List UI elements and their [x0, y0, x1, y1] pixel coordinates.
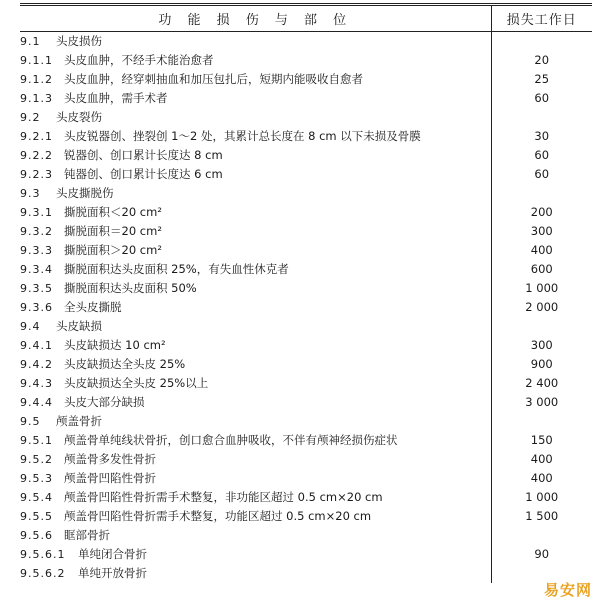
table-body	[20, 32, 592, 584]
injury-description-cell	[20, 260, 491, 279]
table-row	[20, 526, 592, 545]
item-text: 锐器创、创口累计长度达 8 cm	[64, 148, 223, 162]
lost-workdays-cell: 200	[491, 203, 592, 222]
item-text: 单纯开放骨折	[78, 566, 147, 580]
table-row	[20, 108, 592, 127]
table-row	[20, 32, 592, 52]
item-number: 9.5.6	[20, 529, 53, 542]
injury-description-cell	[20, 355, 491, 374]
item-text: 头皮损伤	[56, 34, 102, 48]
lost-workdays-cell	[491, 108, 592, 127]
item-text: 头皮血肿，需手术者	[64, 91, 168, 105]
item-number: 9.3.4	[20, 263, 53, 276]
injury-description-cell	[20, 32, 491, 52]
lost-workdays-cell: 60	[491, 146, 592, 165]
table-row	[20, 165, 592, 184]
item-number: 9.5.5	[20, 510, 53, 523]
table-row	[20, 336, 592, 355]
item-text: 颅盖骨单纯线状骨折，创口愈合血肿吸收，不伴有颅神经损伤症状	[64, 433, 398, 447]
table-row	[20, 355, 592, 374]
item-number: 9.3	[20, 187, 41, 200]
item-number: 9.3.2	[20, 225, 53, 238]
table-row	[20, 184, 592, 203]
table-row	[20, 298, 592, 317]
lost-workdays-cell: 300	[491, 222, 592, 241]
item-number: 9.5.6.2	[20, 567, 66, 580]
lost-workdays-cell: 30	[491, 127, 592, 146]
lost-workdays-cell: 25	[491, 70, 592, 89]
injury-description-cell	[20, 222, 491, 241]
item-text: 头皮缺损达 10 cm²	[64, 338, 166, 352]
lost-workdays-cell: 300	[491, 336, 592, 355]
table-row	[20, 488, 592, 507]
lost-workdays-cell	[491, 317, 592, 336]
item-number: 9.4.4	[20, 396, 53, 409]
table-row	[20, 393, 592, 412]
item-number: 9.2.1	[20, 130, 53, 143]
injury-description-cell	[20, 469, 491, 488]
injury-description-cell	[20, 450, 491, 469]
lost-workdays-cell	[491, 412, 592, 431]
header-injury-location: 功 能 损 伤 与 部 位	[20, 6, 491, 32]
injury-description-cell	[20, 488, 491, 507]
item-text: 头皮缺损达全头皮 25%以上	[64, 376, 209, 390]
injury-description-cell	[20, 241, 491, 260]
lost-workdays-cell: 3 000	[491, 393, 592, 412]
table-row	[20, 51, 592, 70]
item-text: 颅盖骨凹陷性骨折需手术整复，功能区超过 0.5 cm×20 cm	[64, 509, 372, 523]
table-row	[20, 222, 592, 241]
item-text: 颅盖骨多发性骨折	[64, 452, 156, 466]
lost-workdays-cell	[491, 184, 592, 203]
item-text: 撕脱面积达头皮面积 25%，有失血性休克者	[64, 262, 289, 276]
table-row	[20, 127, 592, 146]
injury-description-cell	[20, 431, 491, 450]
injury-description-cell	[20, 203, 491, 222]
item-number: 9.5.1	[20, 434, 53, 447]
item-number: 9.2.2	[20, 149, 53, 162]
item-number: 9.5.4	[20, 491, 53, 504]
item-number: 9.3.5	[20, 282, 53, 295]
table-row	[20, 469, 592, 488]
item-number: 9.2.3	[20, 168, 53, 181]
lost-workdays-cell: 60	[491, 89, 592, 108]
item-number: 9.1.2	[20, 73, 53, 86]
table-row	[20, 317, 592, 336]
injury-description-cell	[20, 393, 491, 412]
item-text: 撕脱面积达头皮面积 50%	[64, 281, 197, 295]
item-text: 头皮大部分缺损	[64, 395, 145, 409]
table-row	[20, 146, 592, 165]
lost-workdays-cell: 400	[491, 469, 592, 488]
injury-description-cell	[20, 545, 491, 564]
item-text: 头皮锐器创、挫裂创 1～2 处，其累计总长度在 8 cm 以下未损及骨膜	[64, 129, 421, 143]
table-row	[20, 203, 592, 222]
table-row	[20, 507, 592, 526]
table-row	[20, 564, 592, 583]
item-text: 颅盖骨折	[56, 414, 102, 428]
injury-description-cell	[20, 70, 491, 89]
lost-workdays-cell: 150	[491, 431, 592, 450]
injury-description-cell	[20, 279, 491, 298]
table-row	[20, 89, 592, 108]
item-text: 撕脱面积＝20 cm²	[64, 224, 162, 238]
item-number: 9.1.3	[20, 92, 53, 105]
item-text: 撕脱面积＜20 cm²	[64, 205, 162, 219]
injury-description-cell	[20, 108, 491, 127]
lost-workdays-cell: 60	[491, 165, 592, 184]
lost-workdays-cell: 1 500	[491, 507, 592, 526]
item-text: 钝器创、创口累计长度达 6 cm	[64, 167, 223, 181]
item-number: 9.4.3	[20, 377, 53, 390]
item-number: 9.4.2	[20, 358, 53, 371]
header-lost-workdays: 损失工作日	[491, 6, 592, 32]
lost-workdays-cell: 600	[491, 260, 592, 279]
item-number: 9.3.6	[20, 301, 53, 314]
item-text: 头皮缺损达全头皮 25%	[64, 357, 186, 371]
item-number: 9.2	[20, 111, 41, 124]
injury-description-cell	[20, 412, 491, 431]
lost-workdays-cell: 400	[491, 241, 592, 260]
item-text: 头皮裂伤	[56, 110, 102, 124]
table-row	[20, 70, 592, 89]
lost-workdays-cell	[491, 32, 592, 52]
table-row	[20, 241, 592, 260]
table-row	[20, 412, 592, 431]
item-number: 9.5	[20, 415, 41, 428]
item-number: 9.1	[20, 35, 41, 48]
item-number: 9.5.6.1	[20, 548, 66, 561]
item-number: 9.4	[20, 320, 41, 333]
injury-description-cell	[20, 146, 491, 165]
item-number: 9.3.1	[20, 206, 53, 219]
site-watermark-logo: 易安网	[543, 581, 592, 599]
injury-description-cell	[20, 89, 491, 108]
injury-description-cell	[20, 127, 491, 146]
item-text: 头皮缺损	[56, 319, 102, 333]
table-row	[20, 450, 592, 469]
item-number: 9.5.2	[20, 453, 53, 466]
lost-workdays-cell: 2 400	[491, 374, 592, 393]
table-row	[20, 260, 592, 279]
injury-description-cell	[20, 184, 491, 203]
item-text: 撕脱面积＞20 cm²	[64, 243, 162, 257]
injury-description-cell	[20, 165, 491, 184]
top-rule	[20, 3, 592, 4]
injury-description-cell	[20, 298, 491, 317]
table-header-row	[20, 6, 592, 32]
item-text: 头皮撕脱伤	[56, 186, 114, 200]
lost-workdays-cell: 1 000	[491, 279, 592, 298]
item-text: 头皮血肿，经穿刺抽血和加压包扎后，短期内能吸收自愈者	[64, 72, 363, 86]
injury-description-cell	[20, 51, 491, 70]
lost-workdays-cell: 1 000	[491, 488, 592, 507]
table-row	[20, 545, 592, 564]
injury-description-cell	[20, 564, 491, 583]
item-text: 眶部骨折	[64, 528, 110, 542]
item-text: 颅盖骨凹陷性骨折需手术整复，非功能区超过 0.5 cm×20 cm	[64, 490, 383, 504]
item-number: 9.4.1	[20, 339, 53, 352]
item-text: 单纯闭合骨折	[78, 547, 147, 561]
table-row	[20, 279, 592, 298]
item-number: 9.5.3	[20, 472, 53, 485]
item-number: 9.3.3	[20, 244, 53, 257]
lost-workdays-cell: 2 000	[491, 298, 592, 317]
item-text: 全头皮撕脱	[64, 300, 122, 314]
lost-workdays-cell: 900	[491, 355, 592, 374]
injury-description-cell	[20, 507, 491, 526]
injury-description-cell	[20, 336, 491, 355]
table-row	[20, 431, 592, 450]
item-text: 头皮血肿，不经手术能治愈者	[64, 53, 214, 67]
injury-description-cell	[20, 374, 491, 393]
item-number: 9.1.1	[20, 54, 53, 67]
item-text: 颅盖骨凹陷性骨折	[64, 471, 156, 485]
lost-workdays-cell: 20	[491, 51, 592, 70]
lost-workdays-cell	[491, 526, 592, 545]
lost-workdays-cell: 400	[491, 450, 592, 469]
injury-workday-table	[20, 5, 592, 583]
lost-workdays-cell: 90	[491, 545, 592, 564]
injury-description-cell	[20, 526, 491, 545]
injury-description-cell	[20, 317, 491, 336]
table-row	[20, 374, 592, 393]
